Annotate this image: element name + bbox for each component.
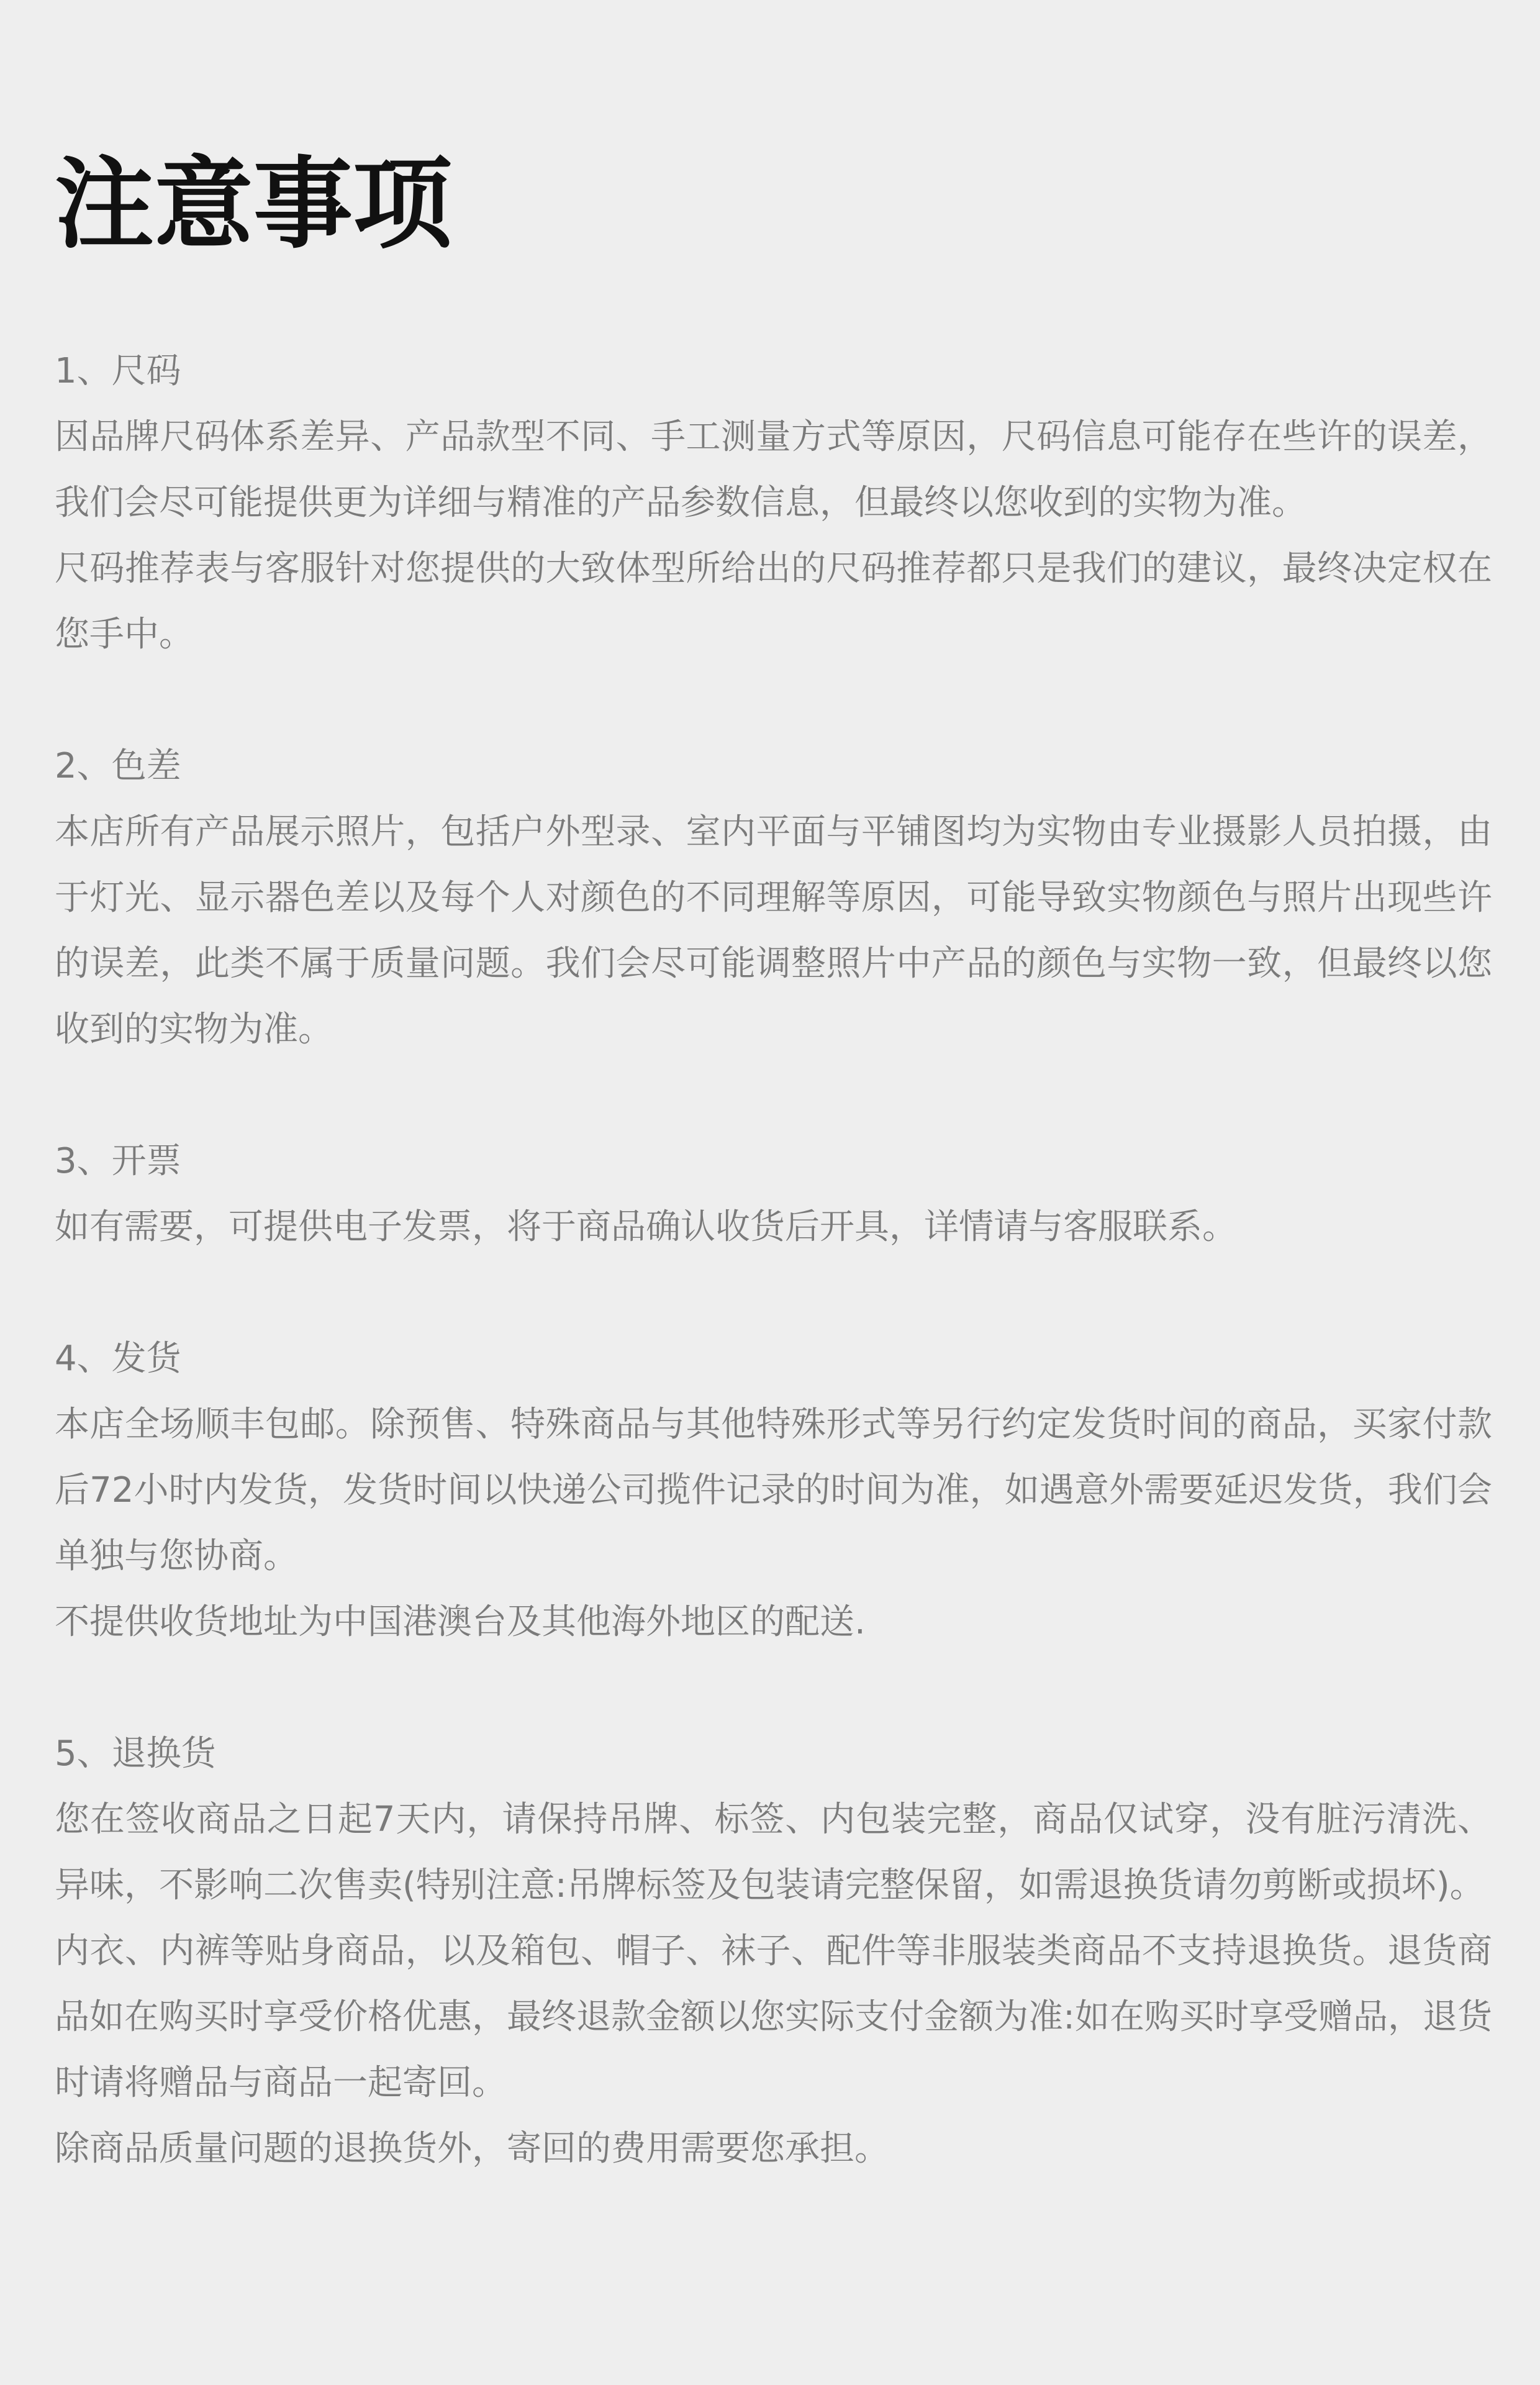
section-paragraph: 如有需要，可提供电子发票，将于商品确认收货后开具，详情请与客服联系。 (55, 1207, 1237, 1247)
page-title: 注意事项 (55, 145, 453, 262)
section-shipping (55, 1326, 1492, 1655)
section-paragraph: 尺码推荐表与客服针对您提供的大致体型所给出的尺码推荐都只是我们的建议，最终决定权在您手中。 (55, 548, 1492, 655)
section-invoice (55, 1129, 1492, 1260)
section-paragraph: 内衣、内裤等贴身商品，以及箱包、帽子、袜子、配件等非服装类商品不支持退换货。退货商品如在购买时享受价格优惠，最终退款金额以您实际支付金额为准:如在购买时享受赠品，退货时请将赠品与商品一起寄回。 (55, 1931, 1492, 2103)
notice-content (55, 338, 1492, 2248)
section-heading: 2、色差 (55, 746, 181, 786)
section-paragraph: 不提供收货地址为中国港澳台及其他海外地区的配送. (55, 1602, 866, 1642)
section-heading: 5、退换货 (55, 1733, 216, 1774)
section-paragraph: 本店所有产品展示照片，包括户外型录、室内平面与平铺图均为实物由专业摄影人员拍摄，由于灯光、显示器色差以及每个人对颜色的不同理解等原因，可能导致实物颜色与照片出现些许的误差，此类不属于质量问题。我们会尽可能调整照片中产品的颜色与实物一致，但最终以您收到的实物为准。 (55, 812, 1492, 1050)
section-paragraph: 您在签收商品之日起7天内，请保持吊牌、标签、内包装完整，商品仅试穿，没有脏污清洗、异味，不影响二次售卖(特别注意:吊牌标签及包装请完整保留，如需退换货请勿剪断或损坏)。 (55, 1799, 1492, 1906)
section-paragraph: 因品牌尺码体系差异、产品款型不同、手工测量方式等原因，尺码信息可能存在些许的误差，我们会尽可能提供更为详细与精准的产品参数信息，但最终以您收到的实物为准。 (55, 417, 1492, 523)
section-heading: 3、开票 (55, 1141, 181, 1181)
section-paragraph: 除商品质量问题的退换货外，寄回的费用需要您承担。 (55, 2128, 889, 2169)
section-heading: 4、发货 (55, 1338, 181, 1379)
section-size (55, 338, 1492, 668)
section-paragraph: 本店全场顺丰包邮。除预售、特殊商品与其他特殊形式等另行约定发货时间的商品，买家付款后72小时内发货，发货时间以快递公司揽件记录的时间为准，如遇意外需要延迟发货，我们会单独与您协商。 (55, 1404, 1492, 1576)
section-heading: 1、尺码 (55, 351, 181, 391)
section-color-difference (55, 734, 1492, 1063)
section-returns (55, 1721, 1492, 2182)
